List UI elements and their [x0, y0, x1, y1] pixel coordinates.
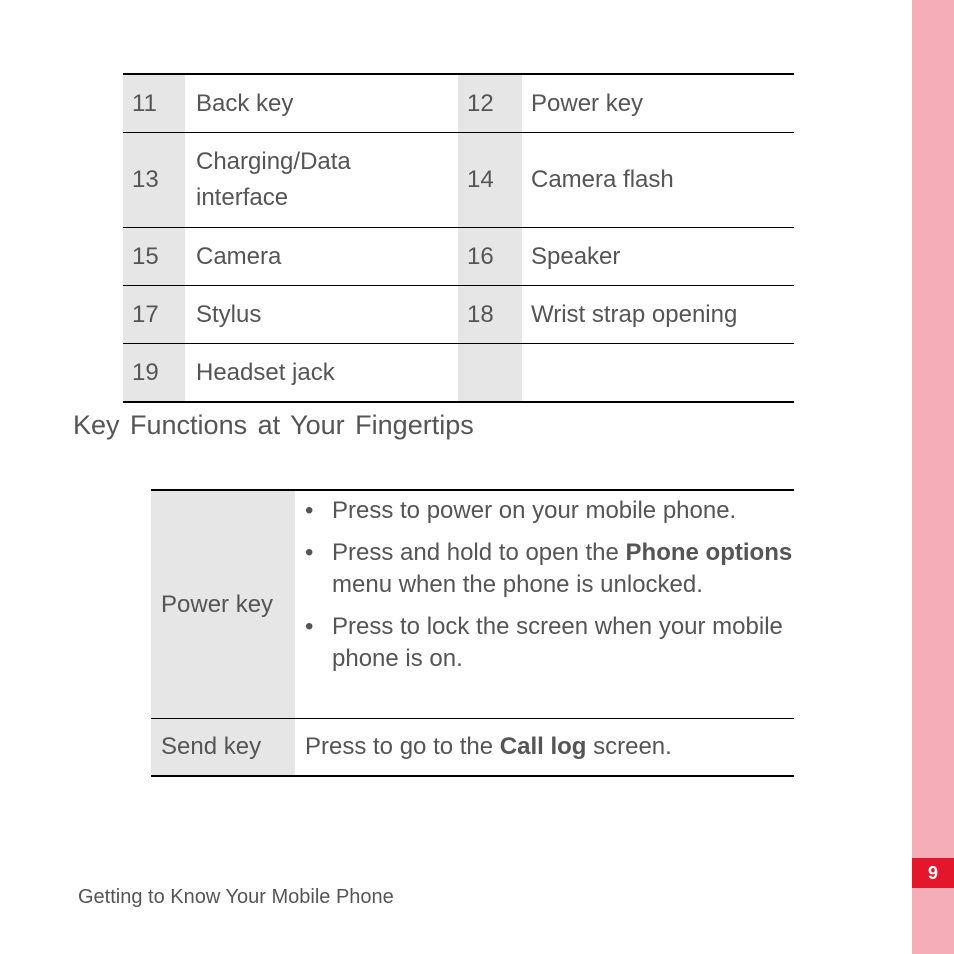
part-name: Stylus	[196, 300, 262, 328]
table-row	[123, 75, 794, 133]
part-name-empty	[522, 344, 794, 401]
table-row	[123, 133, 794, 228]
part-number: 14	[458, 133, 522, 227]
list-item	[305, 495, 794, 527]
part-name-line: Charging/Data	[196, 148, 351, 175]
bullet-text-bold: Phone options	[625, 539, 793, 566]
key-name: Send key	[151, 719, 295, 775]
part-number: 17	[123, 286, 185, 343]
footer-chapter-title: Getting to Know Your Mobile Phone	[78, 886, 394, 908]
part-number: 11	[123, 75, 185, 132]
list-item	[305, 611, 794, 675]
part-name-line: interface	[196, 184, 289, 211]
part-name: Back key	[196, 89, 294, 117]
part-number: 18	[458, 286, 522, 343]
part-name: Wrist strap opening	[531, 300, 738, 328]
list-item	[305, 537, 794, 601]
side-color-bar	[912, 0, 954, 954]
part-number: 19	[123, 344, 185, 401]
part-number-empty	[458, 344, 522, 401]
bullet-text: Press to power on your mobile phone.	[332, 497, 737, 524]
table-row	[123, 344, 794, 401]
part-name: Headset jack	[196, 358, 335, 386]
bullet-text-pre: Press and hold to open the	[332, 539, 626, 566]
part-name: Power key	[531, 89, 644, 117]
bullet-icon: •	[305, 539, 314, 566]
bullet-text: Press to lock the screen when your mobile phone is on.	[332, 613, 783, 672]
part-name	[185, 133, 458, 227]
key-description	[295, 719, 794, 775]
part-name: Camera flash	[531, 166, 674, 193]
page-number: 9	[912, 858, 954, 888]
table-row	[151, 718, 794, 775]
table-row	[151, 491, 794, 718]
part-number: 12	[458, 75, 522, 132]
table-row	[123, 286, 794, 344]
bullet-icon: •	[305, 497, 314, 524]
part-name: Camera	[196, 242, 282, 270]
bullet-text-post: menu when the phone is unlocked.	[332, 571, 703, 598]
section-heading: Key Functions at Your Fingertips	[73, 410, 474, 440]
bullet-list	[305, 495, 794, 675]
key-name: Power key	[151, 491, 295, 718]
desc-text-bold: Call log	[499, 733, 587, 760]
part-name: Speaker	[531, 242, 621, 270]
key-functions-table	[151, 489, 794, 777]
table-row	[123, 228, 794, 286]
part-number: 15	[123, 228, 185, 285]
part-number: 13	[123, 133, 185, 227]
part-number: 16	[458, 228, 522, 285]
bullet-icon: •	[305, 613, 314, 640]
key-description	[295, 491, 794, 718]
parts-table	[123, 73, 794, 403]
desc-text-post: screen.	[586, 733, 672, 760]
desc-text-pre: Press to go to the	[305, 733, 500, 760]
